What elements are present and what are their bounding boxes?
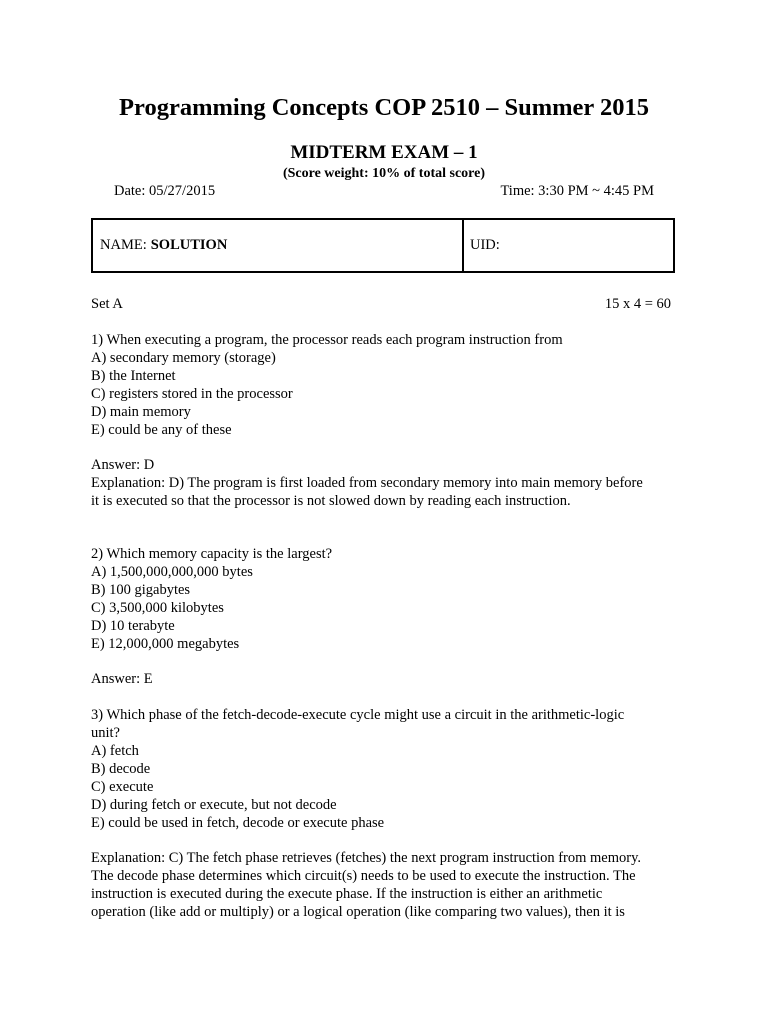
option: B) decode xyxy=(91,761,151,777)
option: E) 12,000,000 megabytes xyxy=(91,636,240,652)
question-1 xyxy=(91,331,681,439)
option: D) during fetch or execute, but not decode xyxy=(91,797,337,813)
option: D) 10 terabyte xyxy=(91,618,175,634)
option: B) the Internet xyxy=(91,368,176,384)
option: C) registers stored in the processor xyxy=(91,386,293,402)
score-weight-note: (Score weight: 10% of total score) xyxy=(282,166,486,181)
uid-label: UID: xyxy=(470,237,500,253)
exam-date: Date: 05/27/2015 xyxy=(114,183,216,199)
option: A) fetch xyxy=(91,743,139,759)
option: C) 3,500,000 kilobytes xyxy=(91,600,224,616)
question-3 xyxy=(91,706,681,832)
explanation-text: it is executed so that the processor is not slowed down by reading each instruction. xyxy=(91,493,571,509)
name-label: NAME: xyxy=(100,237,147,253)
exam-time: Time: 3:30 PM ~ 4:45 PM xyxy=(500,183,654,199)
question-2 xyxy=(91,545,681,653)
option: D) main memory xyxy=(91,404,191,420)
question-2-answer xyxy=(91,670,681,688)
option: E) could be any of these xyxy=(91,422,232,438)
answer-text: Answer: D xyxy=(91,457,155,473)
question-text: 1) When executing a program, the processor reads each program instruction from xyxy=(91,332,563,348)
name-value: SOLUTION xyxy=(150,237,228,253)
option: B) 100 gigabytes xyxy=(91,582,191,598)
explanation-text: operation (like add or multiply) or a logical operation (like comparing two values), then it is xyxy=(91,904,625,920)
document-title: Programming Concepts COP 2510 – Summer 2015 xyxy=(119,94,649,121)
option: A) secondary memory (storage) xyxy=(91,350,276,366)
question-text: unit? xyxy=(91,725,120,741)
name-cell xyxy=(93,220,464,271)
set-points: 15 x 4 = 60 xyxy=(604,296,671,312)
explanation-text: instruction is executed during the execute phase. If the instruction is either an arithmetic xyxy=(91,886,603,902)
explanation-text: Explanation: D) The program is first loaded from secondary memory into main memory before xyxy=(91,475,643,491)
question-text: 3) Which phase of the fetch-decode-execute cycle might use a circuit in the arithmetic-logic xyxy=(91,707,625,723)
set-label: Set A xyxy=(91,296,123,312)
question-1-answer xyxy=(91,456,681,510)
question-text: 2) Which memory capacity is the largest? xyxy=(91,546,333,562)
uid-cell xyxy=(464,220,673,271)
explanation-text: Explanation: C) The fetch phase retrieves (fetches) the next program instruction from memory. xyxy=(91,850,642,866)
option: E) could be used in fetch, decode or execute phase xyxy=(91,815,385,831)
exam-title: MIDTERM EXAM – 1 xyxy=(290,142,478,163)
option: A) 1,500,000,000,000 bytes xyxy=(91,564,253,580)
explanation-text: The decode phase determines which circuit(s) needs to be used to execute the instruction. The xyxy=(91,868,636,884)
answer-text: Answer: E xyxy=(91,671,153,687)
question-3-explanation xyxy=(91,849,681,921)
name-uid-box xyxy=(91,218,675,273)
option: C) execute xyxy=(91,779,154,795)
